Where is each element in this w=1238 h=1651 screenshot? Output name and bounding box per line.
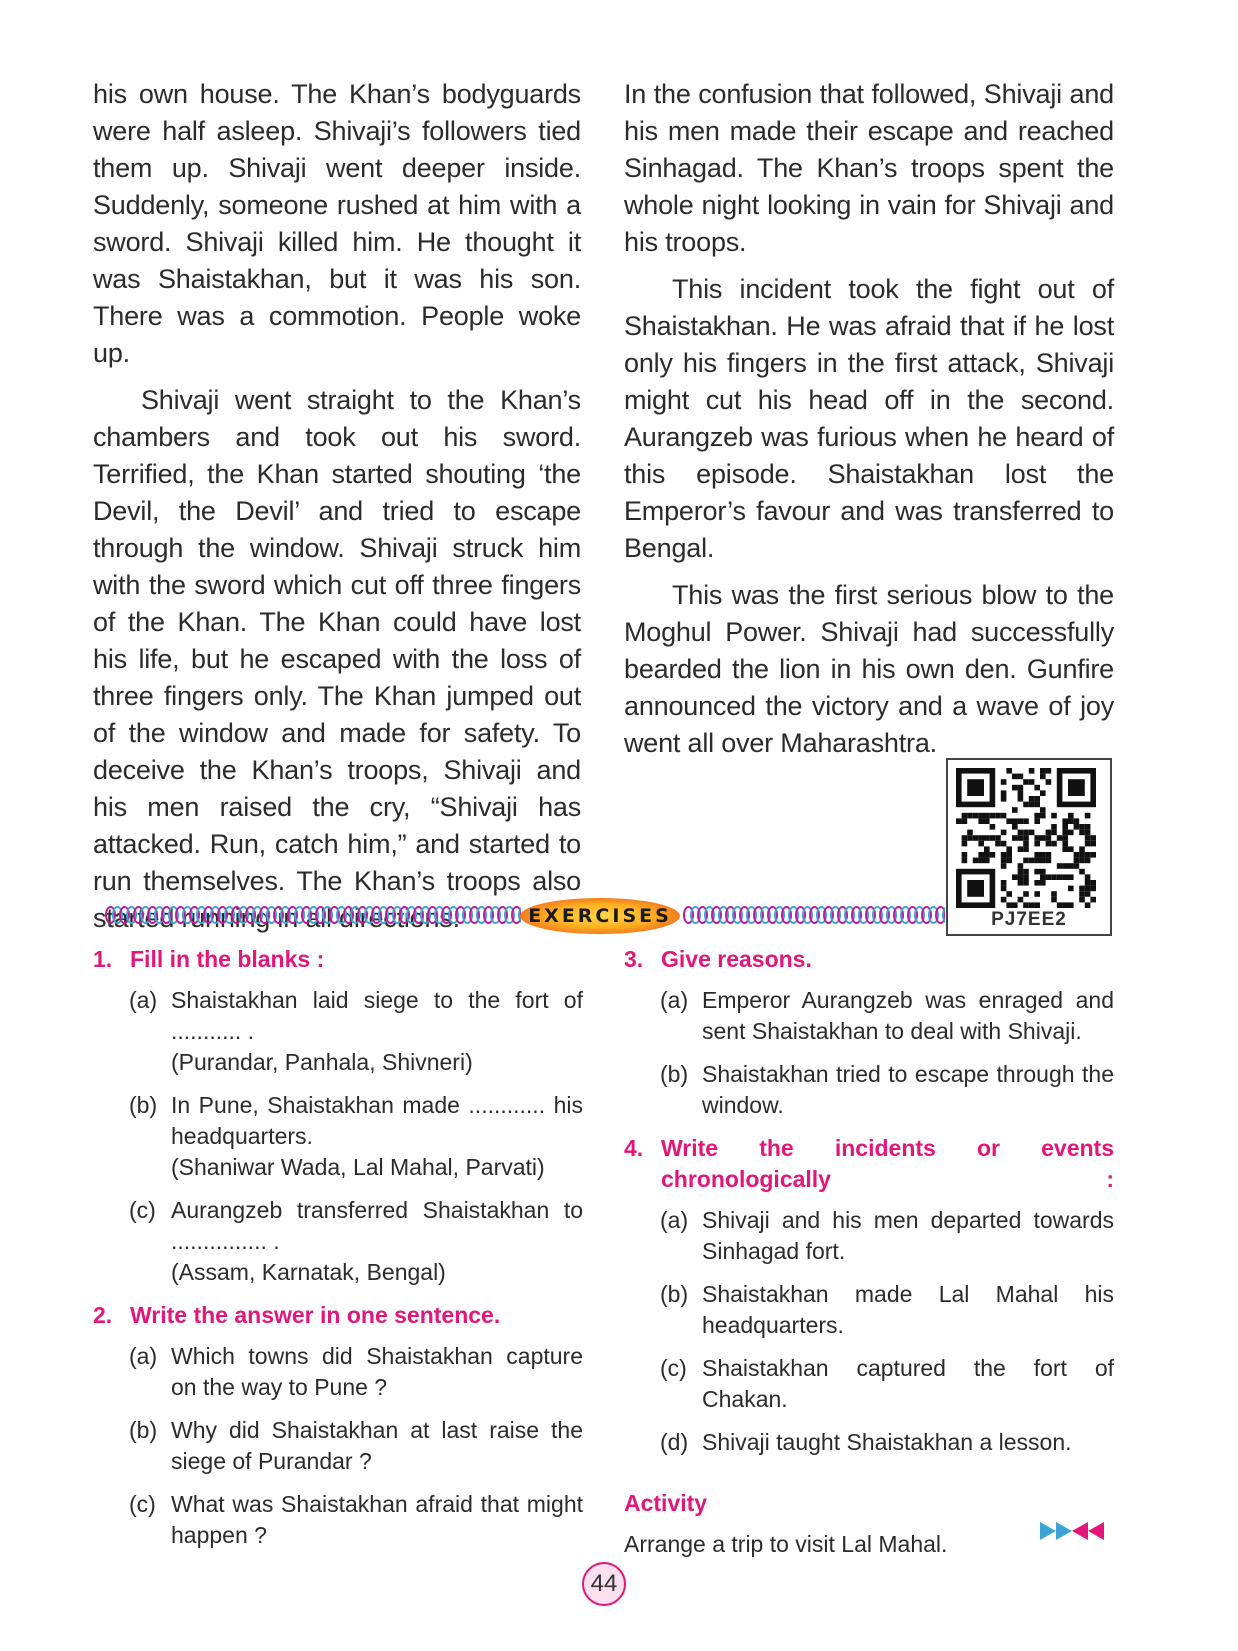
question-items: [93, 985, 583, 1288]
item-text: Why did Shaistakhan at last raise the siege of Purandar ?: [171, 1417, 583, 1474]
item-text: In Pune, Shaistakhan made ............ his headquarters.: [171, 1092, 583, 1149]
page-number: 44: [582, 1562, 626, 1606]
left-text-column: [93, 76, 581, 947]
item-letter: (a): [660, 1207, 689, 1233]
item-letter: (b): [129, 1092, 158, 1118]
list-item: [624, 1279, 1114, 1341]
paragraph: This was the first serious blow to the Moghul Power. Shivaji had successfully bearded the lion in his own den. Gunfire announced the victory and a wave of joy went all over Maharashtra.: [624, 580, 1114, 758]
paragraph: In the confusion that followed, Shivaji and his men made their escape and reached Sinhagad. The Khan’s troops spent the whole night looking in vain for Shivaji and his troops.: [624, 79, 1114, 257]
paragraph: This incident took the fight out of Shaistakhan. He was afraid that if he lost only his fingers in the first attack, Shivaji might cut his head off in the second. Aurangzeb was furious when he heard of this episode. Shaistakhan lost the Emperor’s favour and was transferred to Bengal.: [624, 274, 1114, 563]
activity-heading: Activity: [624, 1490, 708, 1516]
qr-code-label: PJ7EE2: [991, 909, 1067, 930]
item-letter: (c): [129, 1491, 156, 1517]
list-item: [624, 1059, 1114, 1121]
item-letter: (a): [129, 1343, 158, 1369]
exercises-right-column: [624, 944, 1114, 1560]
question-heading: [93, 944, 583, 975]
question-items: [93, 1341, 583, 1551]
question-number: 4.: [624, 1135, 644, 1161]
item-letter: (a): [129, 987, 158, 1013]
exercises-left-column: [93, 944, 583, 1563]
list-item: [93, 1341, 583, 1403]
item-text: Shaistakhan laid siege to the fort of ........... .: [171, 987, 583, 1044]
item-letter: (c): [129, 1197, 156, 1223]
item-letter: (b): [660, 1281, 689, 1307]
decorative-chain-icon: [105, 906, 521, 926]
item-text: Shaistakhan captured the fort of Chakan.: [702, 1355, 1114, 1412]
item-hint: (Shaniwar Wada, Lal Mahal, Parvati): [171, 1154, 545, 1180]
list-item: [93, 1489, 583, 1551]
question-number: 1.: [93, 946, 113, 972]
exercises-heading: EXERCISES: [520, 898, 680, 934]
question-heading: [624, 944, 1114, 975]
list-item: [624, 1205, 1114, 1267]
decorative-chain-icon: [683, 906, 945, 926]
question-items: [624, 1205, 1114, 1458]
item-letter: (a): [660, 987, 689, 1013]
end-ornament-icon: [1040, 1518, 1114, 1544]
question-number: 3.: [624, 946, 644, 972]
paragraph: his own house. The Khan’s bodyguards were half asleep. Shivaji’s followers tied them up. Shivaji went deeper inside. Suddenly, someone rushed at him with a sword. Shivaji killed him. He thought it was Shaistakhan, but it was his son. There was a commotion. People woke up.: [93, 79, 581, 368]
list-item: [624, 1427, 1114, 1458]
activity-text: Arrange a trip to visit Lal Mahal.: [624, 1531, 948, 1557]
item-text: Which towns did Shaistakhan capture on the way to Pune ?: [171, 1343, 583, 1400]
item-hint: (Assam, Karnatak, Bengal): [171, 1259, 446, 1285]
item-text: Shivaji taught Shaistakhan a lesson.: [702, 1429, 1072, 1455]
item-letter: (d): [660, 1429, 689, 1455]
list-item: [93, 1090, 583, 1183]
question-heading: [624, 1133, 1114, 1195]
question-number: 2.: [93, 1302, 113, 1328]
item-text: Shaistakhan tried to escape through the window.: [702, 1061, 1114, 1118]
item-text: What was Shaistakhan afraid that might happen ?: [171, 1491, 583, 1548]
item-hint: (Purandar, Panhala, Shivneri): [171, 1049, 473, 1075]
exercises-divider: [105, 898, 945, 934]
list-item: [93, 1415, 583, 1477]
list-item: [624, 1353, 1114, 1415]
question-title: Write the incidents or events chronologically :: [661, 1135, 1114, 1192]
item-letter: (c): [660, 1355, 687, 1381]
qr-code[interactable]: [946, 758, 1112, 936]
qr-code-icon: [956, 768, 1102, 908]
item-letter: (b): [660, 1061, 689, 1087]
question-title: Fill in the blanks :: [130, 946, 325, 972]
item-text: Shaistakhan made Lal Mahal his headquarters.: [702, 1281, 1114, 1338]
list-item: [93, 1195, 583, 1288]
question-title: Give reasons.: [661, 946, 812, 972]
list-item: [624, 985, 1114, 1047]
item-text: Aurangzeb transferred Shaistakhan to ............... .: [171, 1197, 583, 1254]
item-letter: (b): [129, 1417, 158, 1443]
question-items: [624, 985, 1114, 1121]
item-text: Shivaji and his men departed towards Sinhagad fort.: [702, 1207, 1114, 1264]
question-heading: [93, 1300, 583, 1331]
item-text: Emperor Aurangzeb was enraged and sent Shaistakhan to deal with Shivaji.: [702, 987, 1114, 1044]
paragraph: Shivaji went straight to the Khan’s chambers and took out his sword. Terrified, the Khan started shouting ‘the Devil, the Devil’ and tried to escape through the window. Shivaji struck him with the sword which cut off three fingers of the Khan. The Khan could have lost his life, but he escaped with the loss of three fingers only. The Khan jumped out of the window and made for safety. To deceive the Khan’s troops, Shivaji and his men raised the cry, “Shivaji has attacked. Run, catch him,” and started to run themselves. The Khan’s troops also started running in all directions.: [93, 385, 581, 933]
question-title: Write the answer in one sentence.: [130, 1302, 501, 1328]
right-text-column: [624, 76, 1114, 772]
list-item: [93, 985, 583, 1078]
